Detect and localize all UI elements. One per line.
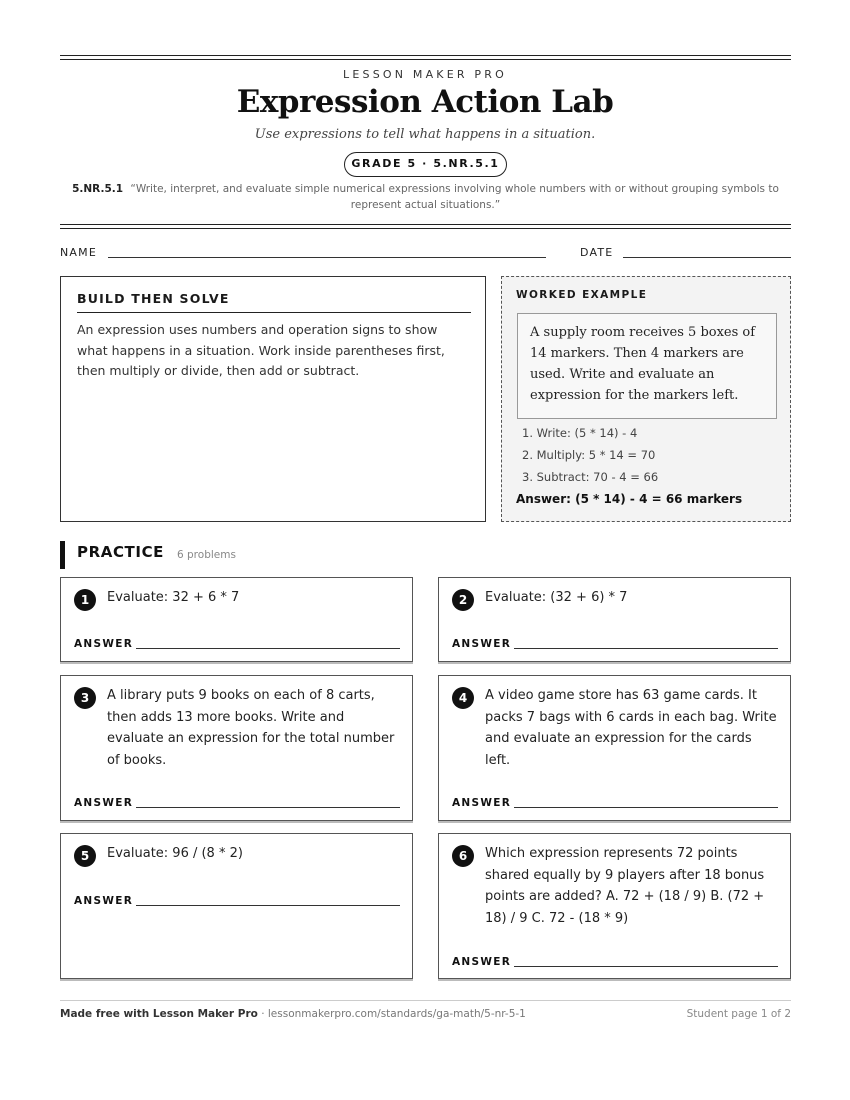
name-label: NAME xyxy=(60,246,97,259)
build-then-solve-box xyxy=(60,276,486,522)
worked-step: 1. Write: (5 * 14) - 4 xyxy=(522,426,638,440)
problem-card-2 xyxy=(438,577,791,662)
worked-example-problem: A supply room receives 5 boxes of 14 markers. Then 4 markers are used. Write and evaluate an expression for the markers left. xyxy=(517,313,777,419)
answer-field[interactable] xyxy=(514,648,778,649)
problem-text: Evaluate: 96 / (8 * 2) xyxy=(107,846,243,861)
practice-title: PRACTICE xyxy=(77,543,165,561)
grade-badge: GRADE 5 · 5.NR.5.1 xyxy=(344,152,507,177)
answer-label: ANSWER xyxy=(452,956,512,968)
page-title: Expression Action Lab xyxy=(236,84,614,120)
answer-field[interactable] xyxy=(136,807,400,808)
problem-number: 6 xyxy=(452,845,474,867)
practice-count: 6 problems xyxy=(177,549,236,561)
date-field[interactable] xyxy=(623,257,791,258)
standard-text: “Write, interpret, and evaluate simple numerical expressions involving whole numbers with or without grouping symbols to represent actual situations.” xyxy=(130,183,779,211)
answer-label: ANSWER xyxy=(452,797,512,809)
footer-url[interactable]: · lessonmakerpro.com/standards/ga-math/5-nr-5-1 xyxy=(261,1008,526,1020)
problem-number: 1 xyxy=(74,589,96,611)
footer-page-number: Student page 1 of 2 xyxy=(686,1008,791,1020)
problem-number: 4 xyxy=(452,687,474,709)
answer-label: ANSWER xyxy=(452,638,512,650)
worked-example-answer: Answer: (5 * 14) - 4 = 66 markers xyxy=(516,492,743,506)
worked-step: 3. Subtract: 70 - 4 = 66 xyxy=(522,470,659,484)
standard-code: 5.NR.5.1 xyxy=(72,183,124,195)
footer-credit xyxy=(60,1008,526,1020)
header-bottom-rule-thin xyxy=(60,228,791,229)
build-body: An expression uses numbers and operation signs to show what happens in a situation. Work inside parentheses first, then multiply or divide, then add or subtract. xyxy=(77,322,445,378)
page-subtitle: Use expressions to tell what happens in a situation. xyxy=(254,127,596,142)
answer-label: ANSWER xyxy=(74,797,134,809)
problem-card-6 xyxy=(438,833,791,979)
worked-step: 2. Multiply: 5 * 14 = 70 xyxy=(522,448,656,462)
name-field[interactable] xyxy=(108,257,546,258)
problem-text: Which expression represents 72 points shared equally by 9 players after 18 bonus points are added? A. 72 + (18 / 9) B. (72 + 18) / 9 C. 72 - (18 * 9) xyxy=(485,846,765,926)
build-heading-rule xyxy=(77,312,471,313)
worked-example-steps xyxy=(522,422,658,488)
footer-made-with: Made free with Lesson Maker Pro xyxy=(60,1008,258,1020)
problem-text: Evaluate: 32 + 6 * 7 xyxy=(107,590,240,605)
footer-rule xyxy=(60,1000,791,1001)
problem-card-4 xyxy=(438,675,791,821)
practice-accent-bar xyxy=(60,541,65,569)
problem-text: A video game store has 63 game cards. It packs 7 bags with 6 cards in each bag. Write and evaluate an expression for the cards left. xyxy=(485,688,777,768)
problem-text: Evaluate: (32 + 6) * 7 xyxy=(485,590,628,605)
brand-name: LESSON MAKER PRO xyxy=(343,68,507,81)
build-heading: BUILD THEN SOLVE xyxy=(77,291,230,306)
problem-card-1 xyxy=(60,577,413,662)
worked-example-heading: WORKED EXAMPLE xyxy=(516,289,648,301)
answer-field[interactable] xyxy=(136,648,400,649)
worked-example-box xyxy=(501,276,791,522)
problem-text: A library puts 9 books on each of 8 carts, then adds 13 more books. Write and evaluate an expression for the total number of books. xyxy=(107,688,395,768)
problem-number: 5 xyxy=(74,845,96,867)
standard-description xyxy=(60,181,791,213)
top-rule xyxy=(60,55,791,56)
problem-card-3 xyxy=(60,675,413,821)
answer-field[interactable] xyxy=(136,905,400,906)
problem-card-5 xyxy=(60,833,413,979)
top-rule-thin xyxy=(60,59,791,60)
answer-label: ANSWER xyxy=(74,638,134,650)
answer-field[interactable] xyxy=(514,807,778,808)
problem-number: 3 xyxy=(74,687,96,709)
answer-label: ANSWER xyxy=(74,895,134,907)
date-label: DATE xyxy=(580,246,614,259)
problem-number: 2 xyxy=(452,589,474,611)
header-bottom-rule xyxy=(60,224,791,225)
answer-field[interactable] xyxy=(514,966,778,967)
